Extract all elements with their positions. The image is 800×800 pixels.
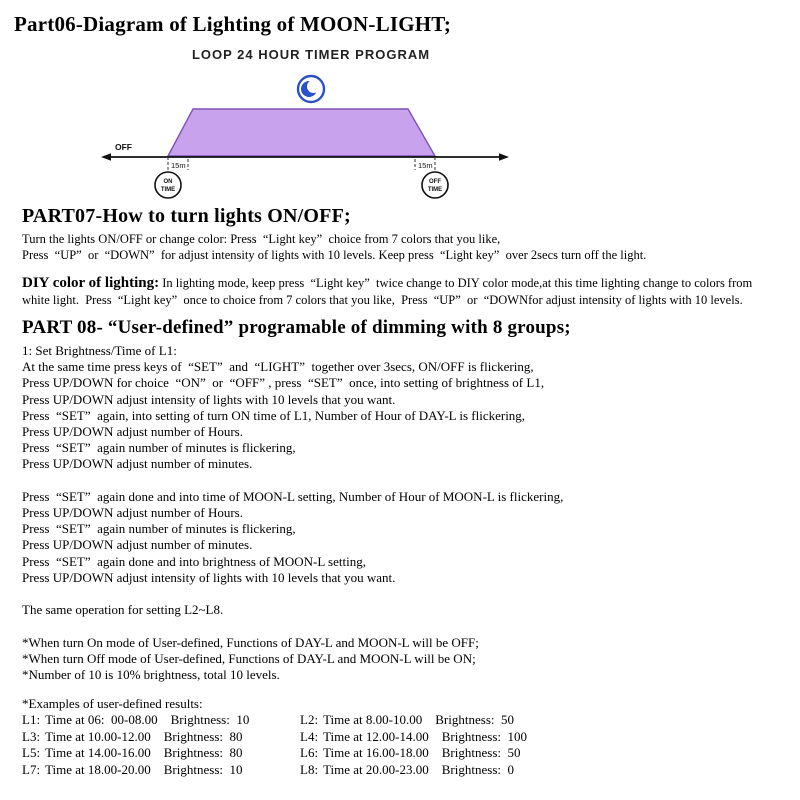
- example-label: L3:: [22, 728, 41, 744]
- part08-note-line: *Number of 10 is 10% brightness, total 10 levels.: [22, 667, 280, 683]
- off-time-label-2: TIME: [427, 187, 443, 193]
- example-brightness: Brightness: 50: [441, 745, 521, 761]
- ramp-markers: [168, 157, 435, 170]
- example-brightness: Brightness: 80: [163, 745, 243, 761]
- part08-line: The same operation for setting L2~L8.: [22, 602, 224, 618]
- example-item-l2: [300, 712, 514, 728]
- part08-note-line: *When turn On mode of User-defined, Functions of DAY-L and MOON-L will be OFF;: [22, 634, 479, 650]
- part08-title: PART 08- “User-defined” programable of dimming with 8 groups;: [22, 317, 571, 338]
- example-row: [22, 745, 786, 761]
- part06-title: Part06-Diagram of Lighting of MOON-LIGHT;: [14, 12, 452, 36]
- example-time: Time at 18.00-20.00: [45, 761, 151, 777]
- light-intensity-trapezoid: [168, 109, 435, 156]
- axis-arrow-right: [499, 153, 509, 161]
- example-brightness: Brightness: 100: [441, 728, 527, 744]
- ramp-up-label: 15m: [171, 161, 186, 170]
- example-label: L7:: [22, 761, 41, 777]
- example-item-l1: [22, 712, 300, 728]
- on-time-label-2: TIME: [160, 187, 176, 193]
- example-brightness: Brightness: 10: [163, 761, 243, 777]
- part08-blank-line: [22, 586, 786, 602]
- example-label: L4:: [300, 728, 319, 744]
- example-item-l8: [300, 762, 514, 778]
- example-row: [22, 729, 786, 745]
- part08-line: Press UP/DOWN adjust intensity of lights with 10 levels that you want.: [22, 391, 396, 407]
- moon-icon: [298, 76, 324, 102]
- part07-line: Press “UP” or “DOWN” for adjust intensity of lights with 10 levels. Keep press “Light key” over 2secs turn off the light.: [22, 248, 647, 262]
- part08-note-line: *When turn Off mode of User-defined, Functions of DAY-L and MOON-L will be ON;: [22, 650, 476, 666]
- example-item-l5: [22, 745, 300, 761]
- example-time: Time at 16.00-18.00: [323, 745, 429, 761]
- part08-blank-line: [22, 473, 786, 489]
- example-brightness: Brightness: 10: [170, 712, 250, 728]
- axis-off-label: OFF: [115, 142, 132, 152]
- part08-line: Press “SET” again number of minutes is flickering,: [22, 521, 296, 537]
- part08-line: Press UP/DOWN adjust intensity of lights with 10 levels that you want.: [22, 569, 396, 585]
- example-time: Time at 20.00-23.00: [323, 761, 429, 777]
- part08-line: Press UP/DOWN for choice “ON” or “OFF” , press “SET” once, into setting of brightness of L1,: [22, 375, 545, 391]
- example-time: Time at 14.00-16.00: [45, 745, 151, 761]
- example-time: Time at 12.00-14.00: [323, 728, 429, 744]
- part08-line: Press UP/DOWN adjust number of minutes.: [22, 456, 253, 472]
- examples-section: [14, 696, 786, 778]
- diy-paragraph: [22, 275, 776, 308]
- diy-text: In lighting mode, keep press “Light key” twice change to DIY color mode,at this time lighting change to colors from white light. Press “Light key” once to choice from 7 colors that you like, Press “UP” or “DOWNfor adjust intensity of lights with 10 levels.: [22, 276, 756, 307]
- axis-arrow-left: [101, 153, 111, 161]
- part07-line: Turn the lights ON/OFF or change color: Press “Light key” choice from 7 colors that you like,: [22, 232, 501, 246]
- part08-blank-line: [22, 618, 786, 634]
- part08-line: Press “SET” again done and into time of MOON-L setting, Number of Hour of MOON-L is flickering,: [22, 488, 564, 504]
- example-brightness: Brightness: 0: [441, 761, 514, 777]
- example-time: Time at 8.00-10.00: [323, 712, 423, 728]
- example-brightness: Brightness: 80: [163, 728, 243, 744]
- part08-section: [14, 317, 786, 683]
- example-label: L2:: [300, 712, 319, 728]
- off-time-stamp: [422, 172, 448, 198]
- ramp-down-label: 15m: [418, 161, 433, 170]
- part07-section: [14, 205, 786, 263]
- off-time-label-1: OFF: [429, 179, 441, 185]
- part08-line: 1: Set Brightness/Time of L1:: [22, 343, 177, 358]
- part08-line: Press “SET” again, into setting of turn ON time of L1, Number of Hour of DAY-L is flickering,: [22, 407, 526, 423]
- part08-line: Press UP/DOWN adjust number of Hours.: [22, 424, 243, 440]
- example-item-l7: [22, 762, 300, 778]
- example-label: L6:: [300, 745, 319, 761]
- part08-line: Press UP/DOWN adjust number of minutes.: [22, 537, 253, 553]
- examples-heading: *Examples of user-defined results:: [22, 696, 203, 712]
- diy-heading: DIY color of lighting:: [22, 275, 160, 291]
- example-time: Time at 06: 00-08.00: [45, 712, 158, 728]
- timer-diagram: [98, 39, 638, 203]
- part08-line: Press “SET” again number of minutes is flickering,: [22, 440, 296, 456]
- example-row: [22, 762, 786, 778]
- on-time-label-1: ON: [163, 179, 173, 185]
- on-time-stamp: [155, 172, 181, 198]
- example-label: L5:: [22, 745, 41, 761]
- example-brightness: Brightness: 50: [435, 712, 514, 728]
- example-item-l6: [300, 745, 521, 761]
- example-item-l3: [22, 729, 300, 745]
- part08-line: Press UP/DOWN adjust number of Hours.: [22, 505, 243, 521]
- example-time: Time at 10.00-12.00: [45, 728, 151, 744]
- diagram-title: LOOP 24 HOUR TIMER PROGRAM: [191, 47, 431, 62]
- example-label: L1:: [22, 712, 41, 728]
- example-row: [22, 712, 786, 728]
- part07-title: PART07-How to turn lights ON/OFF;: [22, 205, 351, 227]
- example-label: L8:: [300, 761, 319, 777]
- example-item-l4: [300, 729, 527, 745]
- part08-line: Press “SET” again done and into brightness of MOON-L setting,: [22, 553, 366, 569]
- part08-line: At the same time press keys of “SET” and “LIGHT” together over 3secs, ON/OFF is flickering,: [22, 359, 534, 375]
